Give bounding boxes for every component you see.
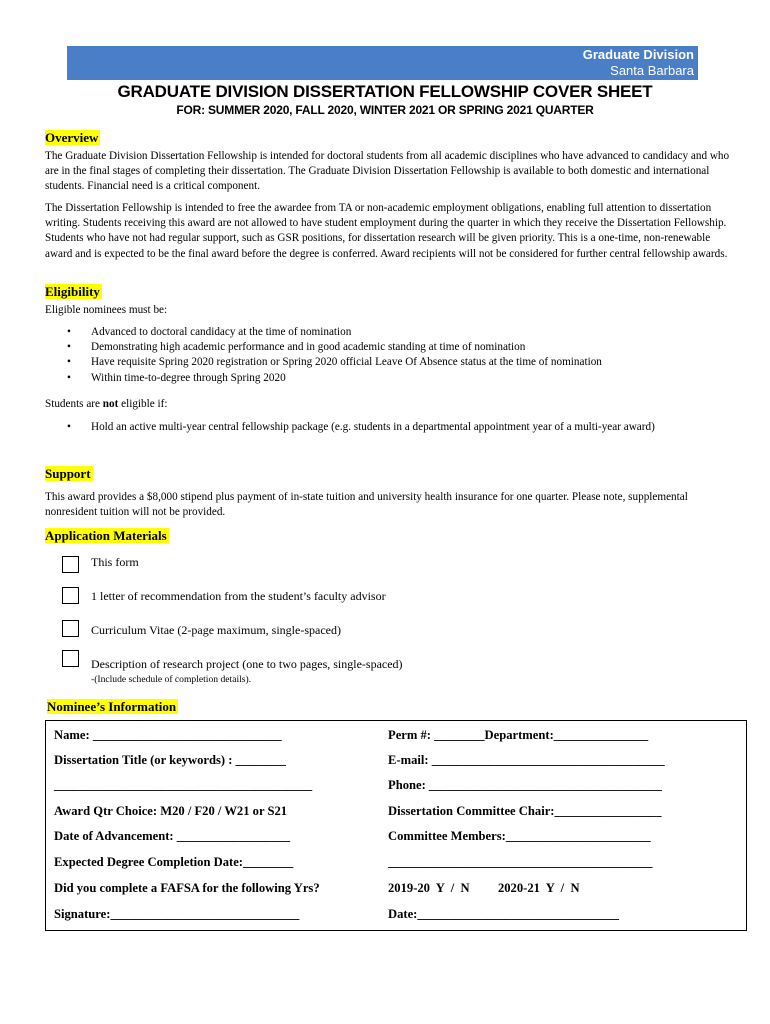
date-of-advancement-field[interactable]: Date of Advancement: __________________ (54, 829, 291, 843)
award-quarter-choice[interactable]: Award Qtr Choice: M20 / F20 / W21 or S21 (54, 804, 288, 818)
materials-heading: Application Materials (45, 528, 167, 543)
not-eligible-intro: Students are not eligible if: (45, 398, 168, 410)
checkbox-recommendation-letter[interactable] (62, 587, 79, 604)
eligibility-heading: Eligibility (45, 284, 100, 299)
eligibility-intro: Eligible nominees must be: (45, 304, 168, 316)
nominee-heading: Nominee’s Information (47, 699, 177, 714)
list-item: • Demonstrating high academic performance and in good academic standing at time of nomination (45, 340, 602, 355)
checkbox-research-description[interactable] (62, 650, 79, 667)
dissertation-title-line-2[interactable]: _________________________________________ (54, 778, 313, 792)
committee-chair-field[interactable]: Dissertation Committee Chair:_________________ (388, 804, 662, 818)
overview-paragraph-1: The Graduate Division Dissertation Fellowship is intended for doctoral students from all academic disciplines who have advanced to candidacy and who are in the final stages of completing their dissertation. The Graduate Division Dissertation Fellowship is available to both domestic and international students. Financial need is a critical component. (45, 150, 730, 193)
material-label: Curriculum Vitae (2-page maximum, single-spaced) (91, 623, 341, 637)
signature-field[interactable]: Signature:______________________________ (54, 907, 300, 921)
support-heading: Support (45, 466, 91, 481)
material-label: This form (91, 555, 139, 569)
material-label: 1 letter of recommendation from the student’s faculty advisor (91, 589, 386, 603)
not-eligible-list (45, 420, 655, 435)
material-note: -(Include schedule of completion details). (91, 674, 252, 685)
phone-field[interactable]: Phone: _____________________________________ (388, 778, 662, 792)
banner-line-2: Santa Barbara (610, 63, 694, 78)
list-item: • Advanced to doctoral candidacy at the time of nomination (45, 325, 602, 340)
date-field[interactable]: Date:________________________________ (388, 907, 619, 921)
dissertation-title-field[interactable]: Dissertation Title (or keywords) : ________ (54, 753, 286, 767)
fafsa-answers[interactable]: 2019-20 Y / N 2020-21 Y / N (388, 881, 580, 895)
list-item: • Within time-to-degree through Spring 2020 (45, 371, 602, 386)
overview-paragraph-2: The Dissertation Fellowship is intended to free the awardee from TA or non-academic employment obligations, enabling full attention to dissertation writing. Students receiving this award are not allowed to have student employment during the quarter in which they receive the Dissertation Fellowship. Students who have not had regular support, such as GSR positions, for dissertation research will be given priority. This is a one-time, non-renewable award and is expected to be the final award before the degree is conferred. Award recipients will not be considered for further central fellowship awards. (45, 202, 728, 260)
expected-completion-field[interactable]: Expected Degree Completion Date:________ (54, 855, 294, 869)
list-item: • Hold an active multi-year central fellowship package (e.g. students in a departmental appointment year of a multi-year award) (45, 420, 655, 435)
banner-line-1: Graduate Division (582, 47, 694, 62)
overview-heading: Overview (45, 130, 99, 145)
material-label: Description of research project (one to two pages, single-spaced) (91, 657, 403, 671)
name-field[interactable]: Name: ______________________________ (54, 728, 282, 742)
email-field[interactable]: E-mail: _____________________________________ (388, 753, 665, 767)
perm-department-field[interactable]: Perm #: ________Department:_______________ (388, 728, 649, 742)
checkbox-curriculum-vitae[interactable] (62, 620, 79, 637)
list-item: • Have requisite Spring 2020 registration or Spring 2020 official Leave Of Absence status at the time of nomination (45, 355, 602, 370)
checkbox-this-form[interactable] (62, 556, 79, 573)
nominee-info-table (45, 720, 747, 931)
eligibility-list (45, 325, 602, 386)
support-text: This award provides a $8,000 stipend plus payment of in-state tuition and university health insurance for one quarter. Please note, supplemental nonresident tuition will not be provided. (45, 491, 688, 519)
header-banner (67, 46, 698, 80)
committee-members-line-2[interactable]: __________________________________________ (388, 855, 653, 869)
committee-members-field[interactable]: Committee Members:_______________________ (388, 829, 651, 843)
document-title: GRADUATE DIVISION DISSERTATION FELLOWSHIP COVER SHEET (117, 82, 653, 101)
fafsa-question: Did you complete a FAFSA for the following Yrs? (54, 881, 320, 895)
document-subtitle: FOR: SUMMER 2020, FALL 2020, WINTER 2021 OR SPRING 2021 QUARTER (176, 103, 594, 117)
